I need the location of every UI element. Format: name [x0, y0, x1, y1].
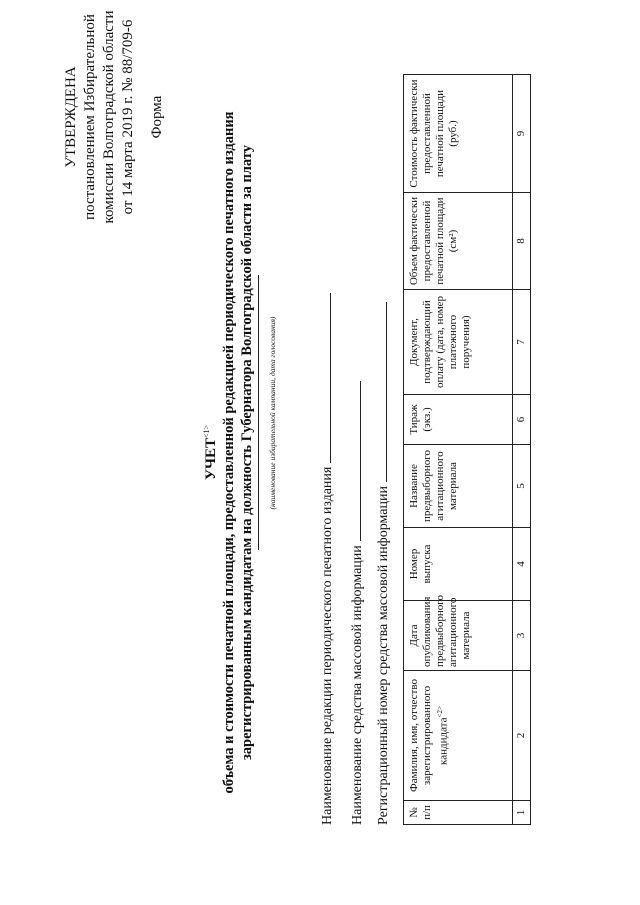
approval-stamp — [62, 0, 167, 237]
edition-name-label: Наименование редакции периодического печатного издания — [320, 466, 335, 825]
col-header-issue-number: Номер выпуска — [404, 528, 513, 601]
column-number: 9 — [513, 75, 531, 193]
table-header-row — [404, 75, 513, 825]
column-number: 4 — [513, 528, 531, 601]
col-header-material-title: Название предвыборного агитационного материала — [404, 445, 513, 528]
column-number: 2 — [513, 671, 531, 801]
registration-number-label: Регистрационный номер средства массовой информации — [376, 486, 391, 825]
approval-line: комиссии Волгоградской области — [101, 10, 117, 224]
col-header-cost: Стоимость фактически предоставленной печатной площади (руб.) — [404, 75, 513, 193]
registration-number-blank — [374, 302, 387, 482]
media-name-label: Наименование средства массовой информации — [350, 545, 365, 825]
edition-name-field — [318, 293, 336, 825]
approval-date: от 14 марта 2019 г. № 88/709-6 — [120, 19, 136, 215]
footnote-ref: <2> — [436, 706, 444, 718]
column-number: 1 — [513, 801, 531, 825]
col-header-area: Объем фактически предоставленной печатной площади (см²) — [404, 193, 513, 290]
col-header-candidate-text: Фамилия, имя, отчество зарегистрированного кандидата — [408, 679, 450, 792]
column-number: 7 — [513, 290, 531, 395]
form-label: Форма — [149, 95, 165, 139]
col-header-payment-document: Документ, подтверждающий оплату (дата, номер платежного поручения) — [404, 290, 513, 395]
column-number: 5 — [513, 445, 531, 528]
campaign-caption: (наименование избирательной кампании, дата голосования) — [268, 316, 277, 510]
col-header-publication-date: Дата опубликования предвыборного агитационного материала — [404, 601, 513, 671]
approval-title: УТВЕРЖДЕНА — [63, 66, 79, 168]
col-header-number: № п/п — [404, 801, 513, 825]
media-name-field — [348, 381, 366, 825]
title-block — [198, 0, 256, 905]
col-header-circulation: Тираж (экз.) — [404, 395, 513, 445]
media-name-blank — [348, 381, 361, 541]
report-table — [403, 74, 531, 825]
column-number: 3 — [513, 601, 531, 671]
edition-name-blank — [318, 293, 331, 463]
registration-number-field — [374, 302, 392, 825]
column-number: 6 — [513, 395, 531, 445]
column-number-row — [513, 75, 531, 825]
col-header-candidate — [404, 671, 513, 801]
approval-line: постановлением Избирательной — [82, 14, 98, 220]
document-title — [198, 0, 220, 905]
column-number: 8 — [513, 193, 531, 290]
subtitle-line: объема и стоимости печатной площади, предоставленной редакцией периодического печатного издания — [221, 111, 237, 794]
document-subtitle — [220, 0, 256, 905]
document-title-text: УЧЕТ — [203, 438, 219, 481]
footnote-ref: <1> — [202, 424, 211, 438]
campaign-fill-line — [258, 275, 259, 550]
subtitle-line: зарегистрированным кандидатам на должность Губернатора Волгоградской области за плату — [239, 145, 255, 761]
